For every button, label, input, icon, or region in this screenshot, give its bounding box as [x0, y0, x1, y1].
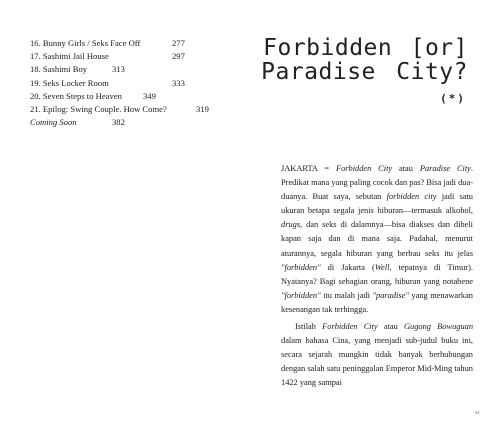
toc-entry-page: 382 [112, 117, 125, 128]
italic-text-run: forbidden city [386, 192, 437, 202]
text-run: atau [392, 164, 420, 173]
toc-entry [30, 103, 250, 116]
page-number: xi [475, 411, 479, 416]
toc-entry-label: 21. Epilog: Swing Couple. How Come? [30, 103, 167, 114]
toc-entry-page: 277 [172, 38, 185, 48]
text-run: di Jakarta ( [320, 262, 375, 272]
chapter-title-line: Forbidden [or] [263, 35, 468, 61]
toc-entry [30, 50, 250, 63]
text-run: JAKARTA = [281, 164, 336, 173]
italic-text-run: Well, [374, 262, 392, 272]
text-run: itu malah jadi [320, 290, 373, 300]
text-run: . Predikat mana yang paling cocok dan pas? Bisa jadi dua-duanya. Buat saya, sebutan [281, 164, 473, 202]
body-text [281, 162, 473, 391]
italic-text-run: Gugong Bowuguan [404, 322, 474, 332]
italic-text-run: "forbidden" [281, 262, 321, 272]
text-run: , dan seks di dalamnya—bisa diakses dan dibeli kapan saja dan di mana saja. Padahal, menurut aturannya, segala hiburan yang berbau seks itu jelas [281, 220, 473, 258]
toc-entry-page: 333 [172, 77, 185, 88]
toc-entry [30, 77, 250, 90]
text-run: tepatnya di Timur). Nyatanya? Bagi sebagian orang, hiburan yang notabene [281, 262, 473, 286]
italic-text-run: "paradise" [372, 290, 409, 300]
text-run: Istilah [295, 322, 323, 332]
italic-text-run: Paradise City [419, 164, 471, 173]
text-run: yang menawarkan kesenangan tak terhingga. [281, 290, 473, 314]
toc-entry-label: Coming Soon [30, 117, 77, 128]
toc-entry-label: 18. Sashimi Boy [30, 64, 88, 75]
toc-entry [30, 37, 250, 50]
toc-entry-page: 297 [172, 51, 185, 62]
toc-entry-page: 313 [112, 64, 125, 75]
toc-entry-label: 17. Sashimi Jail House [30, 51, 109, 62]
italic-text-run: drugs [281, 220, 301, 230]
toc-entry-label: 16. Bunny Girls / Seks Face Off [30, 38, 141, 48]
toc-entry-label: 19. Seks Locker Room [30, 77, 109, 88]
toc-entry-label: 20. Seven Steps to Heaven [30, 90, 122, 101]
italic-text-run: Forbidden City [335, 164, 393, 173]
chapter-title-line: Paradise City? [261, 59, 468, 85]
toc-entry [30, 116, 250, 129]
toc-entry [30, 90, 250, 103]
italic-text-run: Forbidden City [322, 322, 378, 332]
paragraph [281, 162, 473, 317]
footnote-marker: (*) [440, 92, 466, 105]
italic-text-run: "forbidden" [281, 290, 321, 300]
chapter-title [261, 36, 468, 84]
text-run: jadi satu ukuran betapa segala jenis hiburan—termasuk alkohol, [281, 192, 473, 216]
toc-entry [30, 63, 250, 76]
table-of-contents [30, 37, 250, 129]
text-run: atau [377, 322, 404, 332]
paragraph [281, 320, 473, 390]
toc-entry-page: 349 [143, 90, 156, 101]
toc-entry-page: 319 [196, 103, 209, 114]
text-run: dalam bahasa Cina, yang menjadi sub-judul buku ini, secara sejarah mungkin tidak banyak berhubungan dengan salah satu peninggalan Emperor Mid-Ming tahun 1422 yang sampai [281, 336, 473, 388]
